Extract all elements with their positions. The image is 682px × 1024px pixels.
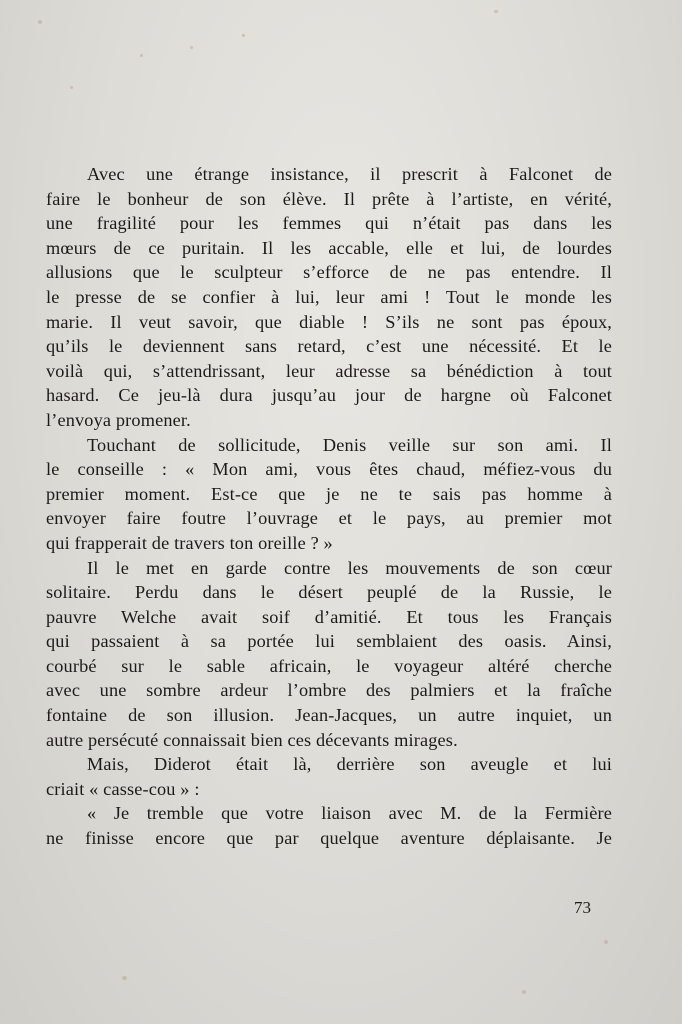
- text-line: avec une sombre ardeur l’ombre des palmiers et la fraîche: [46, 680, 612, 701]
- paper-speck: [70, 86, 73, 89]
- text-line: courbé sur le sable africain, le voyageur altéré cherche: [46, 655, 612, 676]
- text-line: premier moment. Est-ce que je ne te sais pas homme à: [46, 483, 612, 504]
- paper-speck: [494, 10, 498, 13]
- paper-speck: [122, 976, 127, 980]
- text-line: Avec une étrange insistance, il prescrit à Falconet de: [87, 164, 612, 184]
- text-line: hasard. Ce jeu-là dura jusqu’au jour de hargne où Falconet: [46, 385, 612, 406]
- text-line: ne finisse encore que par quelque aventure déplaisante. Je: [46, 828, 612, 849]
- text-line: qui frapperait de travers ton oreille ? »: [46, 532, 333, 553]
- text-line: une fragilité pour les femmes qui n’était pas dans les: [46, 213, 612, 234]
- text-line: Mais, Diderot était là, derrière son aveugle et lui: [87, 754, 612, 775]
- text-line: envoyer faire foutre l’ouvrage et le pays, au premier mot: [46, 508, 612, 529]
- paper-speck: [604, 940, 608, 944]
- text-line: qui passaient à sa portée lui semblaient des oasis. Ainsi,: [46, 631, 612, 652]
- text-line: l’envoya promener.: [46, 409, 191, 430]
- text-line: autre persécuté connaissait bien ces décevants mirages.: [46, 729, 458, 750]
- body-text: [46, 162, 612, 851]
- text-line: le presse de se confier à lui, leur ami ! Tout le monde les: [46, 286, 612, 307]
- text-line: Il le met en garde contre les mouvements de son cœur: [87, 557, 612, 578]
- paper-speck: [190, 46, 193, 49]
- text-line: faire le bonheur de son élève. Il prête à l’artiste, en vérité,: [46, 188, 612, 209]
- text-line: fontaine de son illusion. Jean-Jacques, un autre inquiet, un: [46, 705, 612, 726]
- text-line: criait « casse-cou » :: [46, 778, 200, 799]
- text-line: Touchant de sollicitude, Denis veille sur son ami. Il: [87, 434, 612, 455]
- paper-speck: [140, 54, 143, 57]
- page-number: 73: [574, 898, 591, 917]
- text-line: mœurs de ce puritain. Il les accable, elle et lui, de lourdes: [46, 237, 612, 258]
- text-line: « Je tremble que votre liaison avec M. de la Fermière: [87, 803, 612, 824]
- paper-speck: [242, 34, 245, 37]
- text-line: pauvre Welche avait soif d’amitié. Et tous les Français: [46, 606, 612, 627]
- paper-speck: [38, 20, 42, 24]
- text-line: solitaire. Perdu dans le désert peuplé de la Russie, le: [46, 582, 612, 603]
- text-line: allusions que le sculpteur s’efforce de ne pas entendre. Il: [46, 262, 612, 283]
- text-line: qu’ils le deviennent sans retard, c’est une nécessité. Et le: [46, 336, 612, 357]
- text-line: marie. Il veut savoir, que diable ! S’ils ne sont pas époux,: [46, 311, 612, 332]
- paper-speck: [522, 990, 526, 994]
- text-line: le conseille : « Mon ami, vous êtes chaud, méfiez-vous du: [46, 459, 612, 480]
- text-line: voilà qui, s’attendrissant, leur adresse sa bénédiction à tout: [46, 360, 612, 381]
